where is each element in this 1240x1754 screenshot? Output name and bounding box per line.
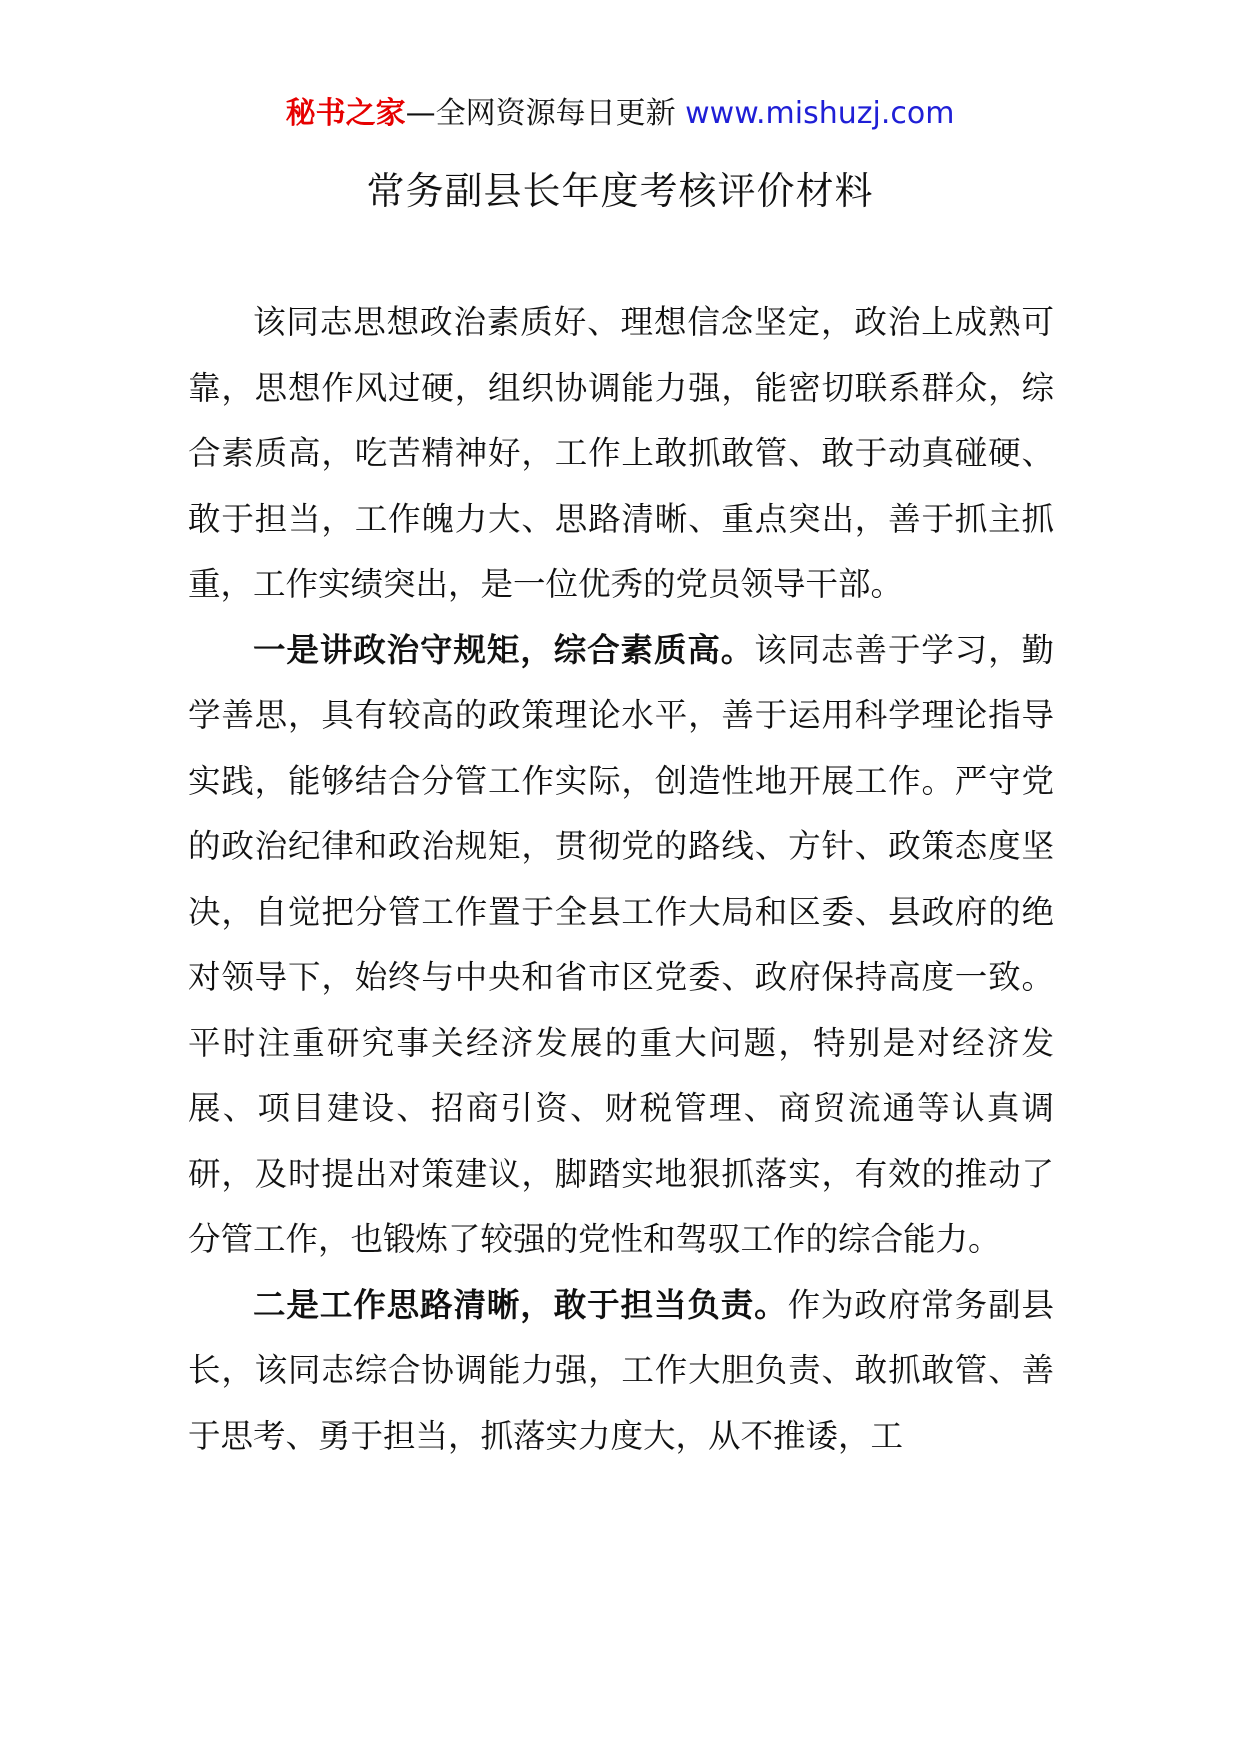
- site-tagline: —全网资源每日更新: [405, 96, 686, 131]
- paragraph-lead: 二是工作思路清晰，敢于担当负责。: [253, 1285, 788, 1324]
- paragraph-text: 该同志善于学习，勤学善思，具有较高的政策理论水平，善于运用科学理论指导实践，能够结合分管工作实际，创造性地开展工作。严守党的政治纪律和政治规矩，贯彻党的路线、方针、政策态度坚决，自觉把分管工作置于全县工作大局和区委、县政府的绝对领导下，始终与中央和省市区党委、政府保持高度一致。平时注重研究事关经济发展的重大问题，特别是对经济发展、项目建设、招商引资、财税管理、商贸流通等认真调研，及时提出对策建议，脚踏实地狠抓落实，有效的推动了分管工作，也锻炼了较强的党性和驾驭工作的综合能力。: [188, 630, 1054, 1258]
- document-title: 常务副县长年度考核评价材料: [366, 169, 874, 213]
- site-header: [0, 94, 1240, 134]
- paragraph-intro: [188, 290, 1054, 618]
- paragraph-text: 该同志思想政治素质好、理想信念坚定，政治上成熟可靠，思想作风过硬，组织协调能力强，能密切联系群众，综合素质高，吃苦精神好，工作上敢抓敢管、敢于动真碰硬、敢于担当，工作魄力大、思路清晰、重点突出，善于抓主抓重，工作实绩突出，是一位优秀的党员领导干部。: [188, 303, 1054, 603]
- document-body: [188, 290, 1054, 1469]
- paragraph-lead: 一是讲政治守规矩，综合素质高。: [253, 630, 755, 669]
- site-url-link[interactable]: www.mishuzj.com: [685, 96, 955, 131]
- paragraph-point-one: [188, 618, 1054, 1273]
- paragraph-text: 作为政府常务副县长，该同志综合协调能力强，工作大胆负责、敢抓敢管、善于思考、勇于担当，抓落实力度大，从不推诿，工: [188, 1285, 1054, 1455]
- brand-name[interactable]: 秘书之家: [285, 96, 406, 131]
- paragraph-point-two: [188, 1273, 1054, 1470]
